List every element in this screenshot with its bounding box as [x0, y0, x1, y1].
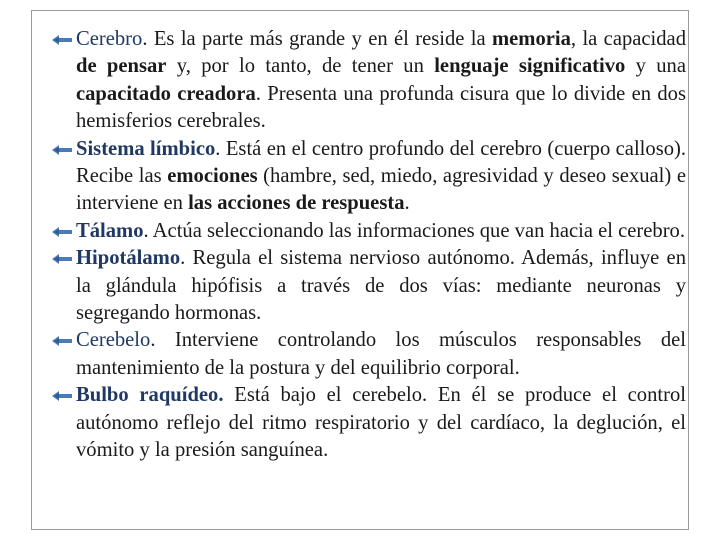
keyword: capacitado creadora: [76, 82, 256, 105]
term-sistema-limbico: Sistema límbico: [76, 137, 216, 160]
list-item-talamo: [46, 218, 686, 245]
list-item-sistema-limbico: [46, 136, 686, 218]
bullet-icon: [51, 327, 73, 354]
bullet-icon: [51, 26, 73, 53]
keyword: emociones: [167, 165, 258, 188]
bullet-icon: [51, 136, 73, 163]
bullet-list: [46, 26, 686, 465]
bullet-icon: [51, 382, 73, 409]
item-text: . Regula el sistema nervioso autónomo. Además, influye en la glándula hipófisis a través de dos vías: mediante neuronas y segregando hormonas.: [76, 247, 686, 325]
term-hipotalamo: Hipotálamo: [76, 247, 181, 270]
item-text: y, por lo tanto, de tener un: [166, 55, 435, 78]
keyword: lenguaje significativo: [434, 55, 626, 78]
item-text: . Interviene controlando los músculos responsables del mantenimiento de la postura y del equilibrio corporal.: [76, 329, 686, 379]
item-text: .: [404, 192, 410, 215]
item-text: y una: [625, 55, 686, 78]
bullet-icon: [51, 245, 73, 272]
list-item-cerebelo: [46, 327, 686, 382]
list-item-bulbo-raquideo: [46, 382, 686, 464]
keyword: memoria: [492, 28, 571, 50]
list-item-hipotalamo: [46, 245, 686, 327]
bullet-icon: [51, 218, 73, 245]
item-text: , la capacidad: [570, 28, 686, 50]
item-text: . Presenta una profunda cisura que lo divide en dos hemisferios cerebrales.: [76, 82, 686, 133]
item-text: (hambre, sed, miedo, agresividad y deseo sexual) e interviene en: [76, 165, 686, 215]
keyword: de pensar: [76, 55, 167, 78]
item-text: Está bajo el cerebelo. En él se produce el control autónomo reflejo del ritmo respiratorio y del cardíaco, la deglución, el vómito y la presión sanguínea.: [76, 384, 686, 462]
term-cerebro: Cerebro: [76, 28, 143, 50]
term-talamo: Tálamo: [76, 219, 144, 242]
item-text: . Actúa seleccionando las informaciones que van hacia el cerebro.: [143, 219, 686, 242]
term-cerebelo: Cerebelo: [76, 329, 151, 352]
term-bulbo-raquideo: Bulbo raquídeo.: [76, 384, 224, 407]
item-text: . Está en el centro profundo del cerebro (cuerpo calloso). Recibe las: [76, 137, 687, 188]
keyword: las acciones de respuesta: [188, 192, 405, 215]
item-text: . Es la parte más grande y en él reside la: [142, 28, 493, 50]
list-item-cerebro: [46, 26, 686, 136]
